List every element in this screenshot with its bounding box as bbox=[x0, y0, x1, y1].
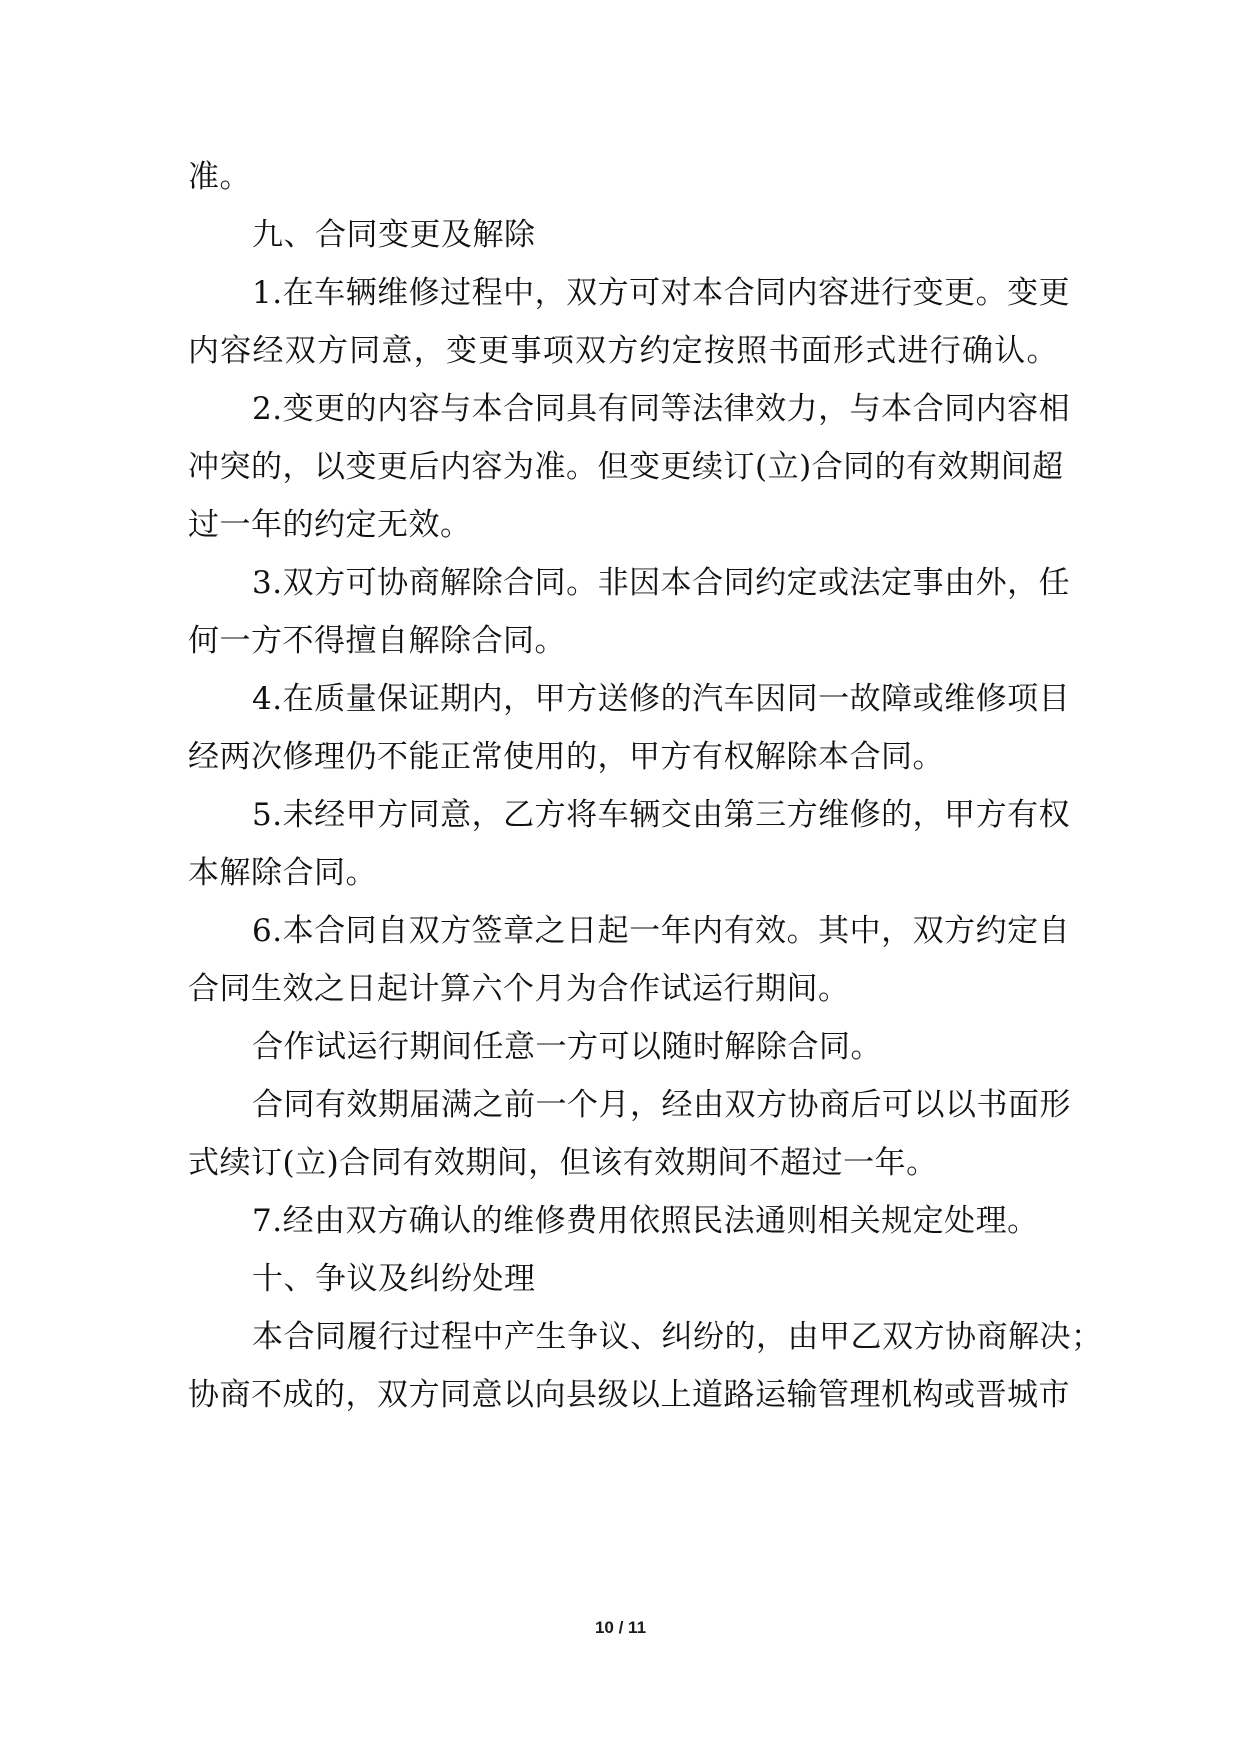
paragraph-line: 3.双方可协商解除合同。非因本合同约定或法定事由外，任 bbox=[252, 565, 1071, 601]
paragraph-line: 2.变更的内容与本合同具有同等法律效力，与本合同内容相 bbox=[252, 391, 1071, 427]
page-number: 10 / 11 bbox=[594, 1618, 647, 1637]
section-heading-9: 九、合同变更及解除 bbox=[252, 217, 536, 253]
paragraph-line: 本解除合同。 bbox=[188, 855, 377, 891]
paragraph-line: 合作试运行期间任意一方可以随时解除合同。 bbox=[252, 1029, 882, 1065]
paragraph-line: 4.在质量保证期内，甲方送修的汽车因同一故障或维修项目 bbox=[252, 681, 1071, 717]
paragraph-line: 合同生效之日起计算六个月为合作试运行期间。 bbox=[188, 971, 850, 1007]
paragraph-line: 内容经双方同意，变更事项双方约定按照书面形式进行确认。 bbox=[188, 333, 1058, 369]
paragraph-line: 7.经由双方确认的维修费用依照民法通则相关规定处理。 bbox=[252, 1203, 1039, 1239]
paragraph-line: 过一年的约定无效。 bbox=[188, 507, 472, 543]
paragraph-line: 冲突的，以变更后内容为准。但变更续订(立)合同的有效期间超 bbox=[188, 449, 1064, 485]
paragraph-line: 5.未经甲方同意，乙方将车辆交由第三方维修的，甲方有权 bbox=[252, 797, 1071, 833]
paragraph-line: 式续订(立)合同有效期间，但该有效期间不超过一年。 bbox=[188, 1145, 938, 1181]
paragraph-line: 协商不成的，双方同意以向县级以上道路运输管理机构或晋城市 bbox=[188, 1377, 1070, 1413]
paragraph-line: 1.在车辆维修过程中，双方可对本合同内容进行变更。变更 bbox=[252, 275, 1071, 311]
paragraph-line: 经两次修理仍不能正常使用的，甲方有权解除本合同。 bbox=[188, 739, 944, 775]
section-heading-10: 十、争议及纠纷处理 bbox=[252, 1261, 536, 1297]
paragraph-line: 合同有效期届满之前一个月，经由双方协商后可以以书面形 bbox=[252, 1087, 1071, 1123]
paragraph-line: 6.本合同自双方签章之日起一年内有效。其中，双方约定自 bbox=[252, 913, 1071, 949]
paragraph-line: 准。 bbox=[188, 159, 251, 195]
paragraph-line: 何一方不得擅自解除合同。 bbox=[188, 623, 566, 659]
paragraph-line: 本合同履行过程中产生争议、纠纷的，由甲乙双方协商解决； bbox=[252, 1319, 1103, 1355]
